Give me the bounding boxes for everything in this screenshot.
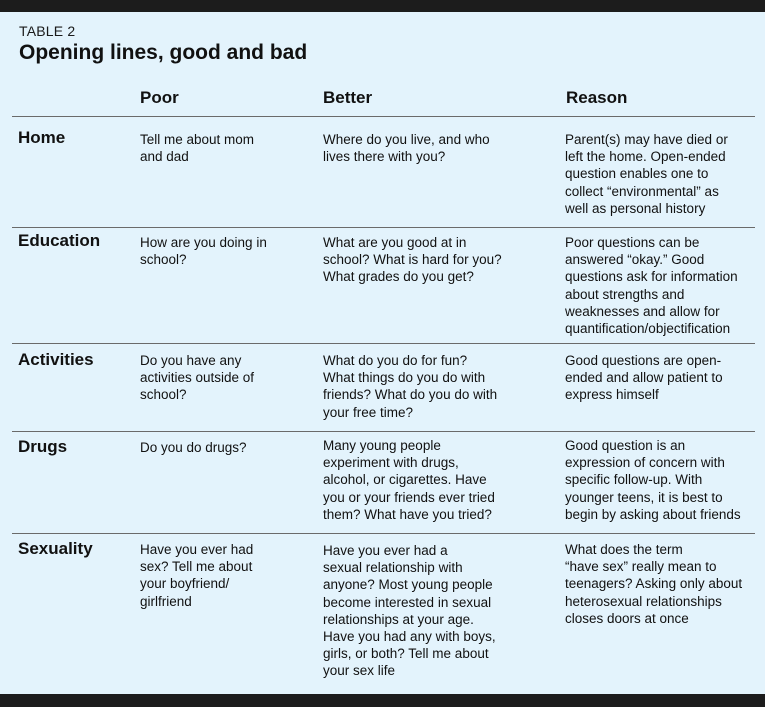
- cell-better: Many young people experiment with drugs, alcohol, or cigarettes. Have you or your friends ever tried them? What have you tried?: [323, 438, 495, 522]
- column-header-reason: Reason: [566, 88, 628, 107]
- cell-reason: Good questions are open- ended and allow patient to express himself: [565, 353, 723, 403]
- row-category-home: Home: [18, 128, 66, 147]
- cell-reason: What does the term “have sex” really mean to teenagers? Asking only about heterosexual relationships closes doors at once: [565, 542, 743, 626]
- cell-better: Where do you live, and who lives there with you?: [323, 132, 490, 165]
- row-category-education: Education: [18, 231, 101, 250]
- row-divider: [12, 533, 755, 534]
- row-category-sexuality: Sexuality: [18, 539, 93, 558]
- cell-reason: Parent(s) may have died or left the home. Open-ended question enables one to collect “environmental” as well as personal history: [565, 132, 728, 216]
- row-category-drugs: Drugs: [18, 437, 68, 456]
- cell-better: What are you good at in school? What is hard for you? What grades do you get?: [323, 235, 502, 285]
- row-divider: [12, 343, 755, 344]
- row-divider: [12, 431, 755, 432]
- column-header-better: Better: [323, 88, 373, 107]
- cell-better: What do you do for fun? What things do you do with friends? What do you do with your free time?: [323, 353, 498, 420]
- column-header-poor: Poor: [140, 88, 179, 107]
- table-label: TABLE 2: [19, 23, 76, 39]
- row-divider: [12, 227, 755, 228]
- row-category-activities: Activities: [18, 350, 94, 369]
- table-panel: [0, 12, 765, 694]
- cell-poor: Have you ever had sex? Tell me about your boyfriend/ girlfriend: [140, 542, 254, 609]
- cell-poor: Do you do drugs?: [140, 440, 247, 455]
- cell-poor: Do you have any activities outside of school?: [140, 353, 255, 403]
- table-title: Opening lines, good and bad: [19, 41, 308, 64]
- cell-reason: Poor questions can be answered “okay.” Good questions ask for information about strengths and weaknesses and allow for quantification/objectification: [565, 235, 738, 337]
- cell-poor: How are you doing in school?: [140, 235, 267, 268]
- cell-reason: Good question is an expression of concern with specific follow-up. With younger teens, it is best to begin by asking about friends: [565, 438, 741, 522]
- row-divider: [12, 116, 755, 117]
- cell-better: Have you ever had a sexual relationship with anyone? Most young people become interested in sexual relationships at your age. Have you had any with boys, girls, or both? Tell me about your sex life: [323, 543, 496, 679]
- cell-poor: Tell me about mom and dad: [140, 132, 255, 165]
